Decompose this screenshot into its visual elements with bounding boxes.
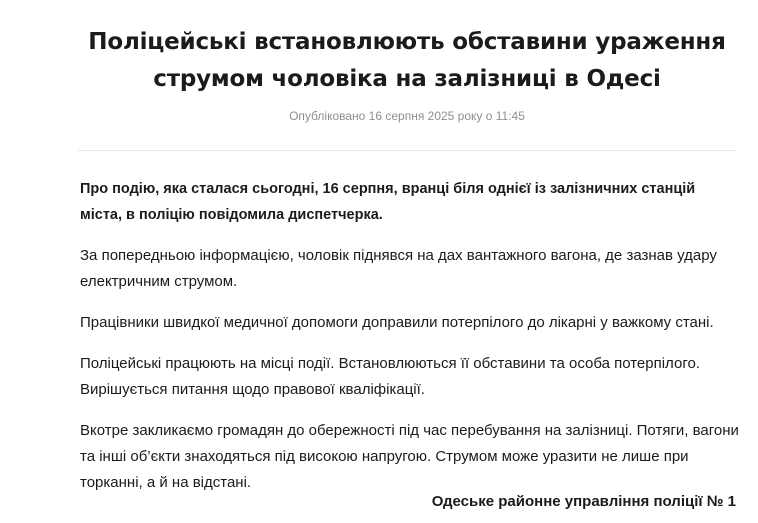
publish-date: Опубліковано 16 серпня 2025 року о 11:45 — [289, 109, 525, 123]
body-paragraph: Працівники швидкої медичної допомоги доправили потерпілого до лікарні у важкому стані. — [80, 314, 714, 331]
body-paragraph: Вкотре закликаємо громадян до обережності під час перебування на залізниці. Потяги, вагони та інші об’єкти знаходяться під високою напругою. Струмом може уразити не лише при торканні, а й на відстані. — [80, 422, 739, 491]
divider — [78, 150, 736, 151]
article-signature: Одеське районне управління поліції № 1 — [431, 493, 736, 510]
article-body — [80, 176, 740, 511]
body-paragraph: За попередньою інформацією, чоловік піднявся на дах вантажного вагона, де зазнав удару електричним струмом. — [80, 247, 717, 290]
lead-paragraph: Про подію, яка сталася сьогодні, 16 серпня, вранці біля однієї із залізничних станцій міста, в поліцію повідомила диспетчерка. — [80, 181, 696, 223]
article-title: Поліцейські встановлюють обставини ураження струмом чоловіка на залізниці в Одесі — [88, 29, 726, 92]
body-paragraph: Поліцейські працюють на місці події. Встановлюються її обставини та особа потерпілого. Вирішується питання щодо правової кваліфікації. — [80, 355, 700, 398]
